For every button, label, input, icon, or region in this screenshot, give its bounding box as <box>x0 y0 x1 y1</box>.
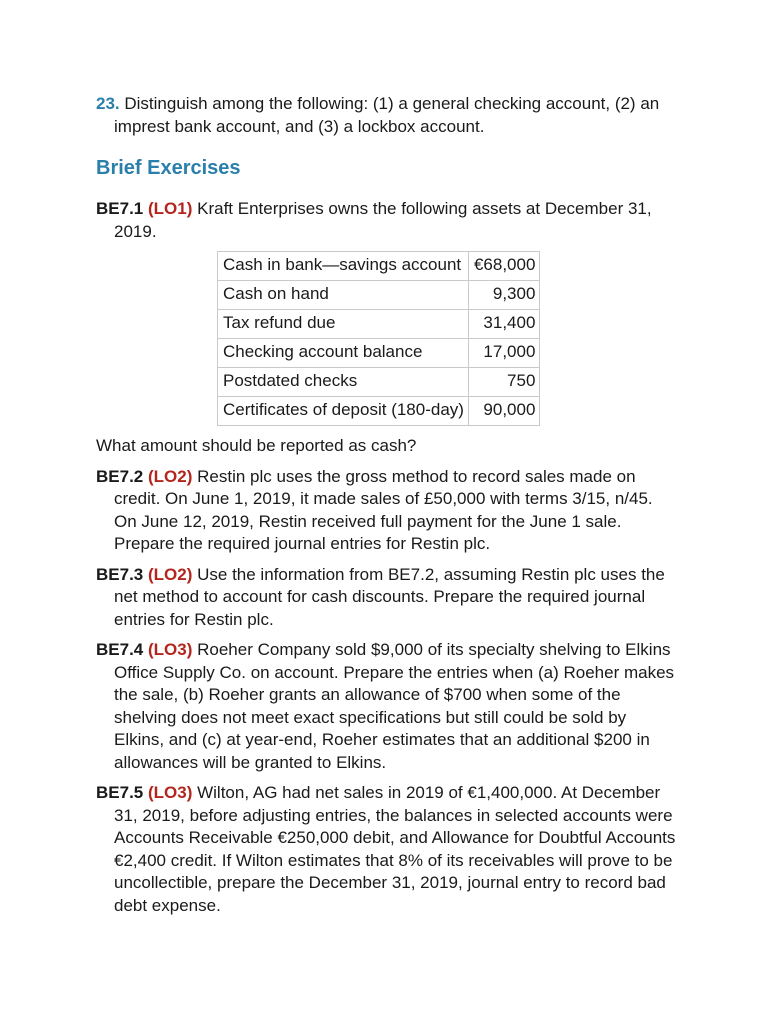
asset-amount: 750 <box>468 368 539 397</box>
exercise-text: Kraft Enterprises owns the following assets at December 31, 2019. <box>114 199 652 241</box>
page-content <box>96 93 676 925</box>
learning-objective: (LO1) <box>147 199 193 218</box>
brief-exercise-be7-2 <box>96 466 676 556</box>
learning-objective: (LO3) <box>147 783 193 802</box>
exercise-text: Use the information from BE7.2, assuming Restin plc uses the net method to account for cash discounts. Prepare the required journal entries for Restin plc. <box>114 564 665 629</box>
asset-amount: 17,000 <box>468 339 539 368</box>
assets-table <box>217 251 540 426</box>
exercise-code: BE7.2 <box>96 466 144 486</box>
question-number: 23. <box>96 94 120 113</box>
asset-label: Checking account balance <box>218 339 469 368</box>
brief-exercise-be7-3 <box>96 564 676 632</box>
asset-label: Postdated checks <box>218 368 469 397</box>
exercise-code: BE7.4 <box>96 640 144 659</box>
exercise-text: Roeher Company sold $9,000 of its specialty shelving to Elkins Office Supply Co. on account. Prepare the entries when (a) Roeher makes the sale, (b) Roeher grants an allowance of $700 when some of the shelving does not meet exact specifications but still could be sold by Elkins, and (c) at year-end, Roeher estimates that an additional $200 in allowances will be granted to Elkins. <box>114 640 675 772</box>
exercise-question: What amount should be reported as cash? <box>96 436 417 455</box>
exercise-code: BE7.5 <box>96 783 144 802</box>
exercise-code: BE7.1 <box>96 199 144 218</box>
asset-amount: €68,000 <box>468 252 539 281</box>
section-heading: Brief Exercises <box>96 157 241 179</box>
asset-amount: 31,400 <box>468 310 539 339</box>
asset-amount: 90,000 <box>468 397 539 426</box>
learning-objective: (LO2) <box>147 466 193 486</box>
exercise-text: Restin plc uses the gross method to record sales made on credit. On June 1, 2019, it made sales of £50,000 with terms 3/15, n/45. On June 12, 2019, Restin received full payment for the June 1 sale. Prepare the required journal entries for Restin plc. <box>114 466 653 553</box>
brief-exercise-be7-1 <box>96 198 676 243</box>
asset-label: Tax refund due <box>218 310 469 339</box>
table-row <box>218 339 540 368</box>
table-row <box>218 252 540 281</box>
brief-exercise-be7-5 <box>96 782 676 917</box>
exercise-text: Wilton, AG had net sales in 2019 of €1,400,000. At December 31, 2019, before adjusting entries, the balances in selected accounts were Accounts Receivable €250,000 debit, and Allowance for Doubtful Accounts €2,400 credit. If Wilton estimates that 8% of its receivables will prove to be uncollectible, prepare the December 31, 2019, journal entry to record bad debt expense. <box>114 783 676 915</box>
asset-amount: 9,300 <box>468 281 539 310</box>
table-row <box>218 368 540 397</box>
table-row <box>218 397 540 426</box>
asset-label: Certificates of deposit (180-day) <box>218 397 469 426</box>
table-row <box>218 281 540 310</box>
exercise-code: BE7.3 <box>96 564 144 584</box>
brief-exercise-be7-4 <box>96 639 676 774</box>
review-question-23 <box>96 93 676 138</box>
asset-label: Cash in bank—savings account <box>218 252 469 281</box>
table-row <box>218 310 540 339</box>
learning-objective: (LO2) <box>147 564 193 584</box>
learning-objective: (LO3) <box>147 640 193 659</box>
asset-label: Cash on hand <box>218 281 469 310</box>
question-text: Distinguish among the following: (1) a general checking account, (2) an imprest bank account, and (3) a lockbox account. <box>114 94 660 136</box>
